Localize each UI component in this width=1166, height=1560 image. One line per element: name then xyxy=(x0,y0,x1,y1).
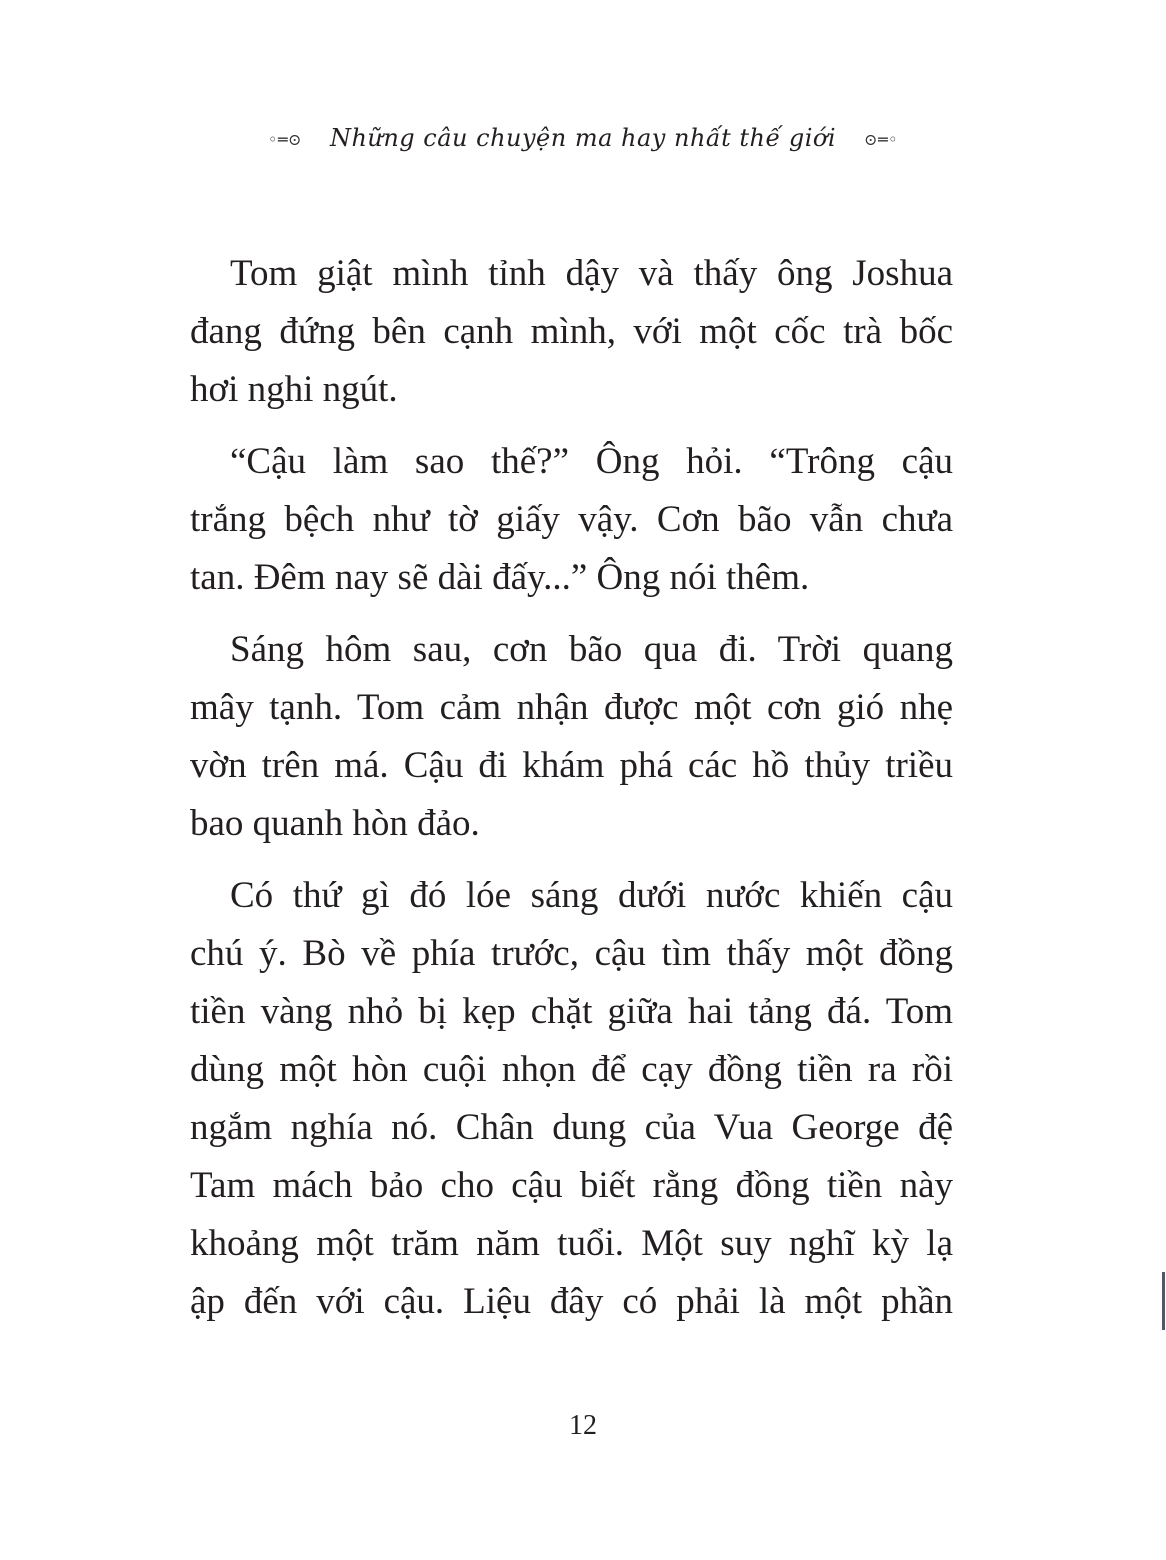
text-line: tan. Đêm nay sẽ dài đấy...” Ông nói thêm. xyxy=(190,557,810,598)
page-edge-mark xyxy=(1162,1272,1165,1330)
text-line: trắng bệch như tờ giấy vậy. Cơn bão vẫn chưa xyxy=(190,499,953,540)
paragraph xyxy=(190,433,953,607)
text-line: hơi nghi ngút. xyxy=(190,369,398,410)
running-header xyxy=(0,124,1166,152)
text-line: đang đứng bên cạnh mình, với một cốc trà bốc xyxy=(190,311,953,352)
text-line: Tam mách bảo cho cậu biết rằng đồng tiền này xyxy=(190,1165,953,1206)
text-line: mây tạnh. Tom cảm nhận được một cơn gió nhẹ xyxy=(190,687,953,728)
page-number: 12 xyxy=(569,1410,597,1441)
text-line: vờn trên má. Cậu đi khám phá các hồ thủy triều xyxy=(190,745,953,786)
paragraph xyxy=(190,621,953,853)
text-line: chú ý. Bò về phía trước, cậu tìm thấy một đồng xyxy=(190,933,953,974)
text-line: bao quanh hòn đảo. xyxy=(190,803,480,844)
paragraph xyxy=(190,245,953,419)
body-text xyxy=(190,245,953,1345)
text-line: Sáng hôm sau, cơn bão qua đi. Trời quang xyxy=(230,629,953,670)
text-line: khoảng một trăm năm tuổi. Một suy nghĩ kỳ lạ xyxy=(190,1223,953,1264)
text-line: “Cậu làm sao thế?” Ông hỏi. “Trông cậu xyxy=(230,441,953,482)
paragraph xyxy=(190,867,953,1331)
text-line: Tom giật mình tỉnh dậy và thấy ông Joshua xyxy=(230,253,953,294)
text-line: ngắm nghía nó. Chân dung của Vua George đệ xyxy=(190,1107,953,1148)
text-line: Có thứ gì đó lóe sáng dưới nước khiến cậu xyxy=(230,875,953,916)
ornament-right-icon: ⊙═◦ xyxy=(864,130,899,149)
text-line: dùng một hòn cuội nhọn để cạy đồng tiền ra rồi xyxy=(190,1049,953,1090)
text-line: tiền vàng nhỏ bị kẹp chặt giữa hai tảng đá. Tom xyxy=(190,991,953,1032)
ornament-left-icon: ◦═⊙ xyxy=(267,130,302,149)
header-title: Những câu chuyện ma hay nhất thế giới xyxy=(329,124,837,152)
text-line: ập đến với cậu. Liệu đây có phải là một phần xyxy=(190,1281,953,1322)
